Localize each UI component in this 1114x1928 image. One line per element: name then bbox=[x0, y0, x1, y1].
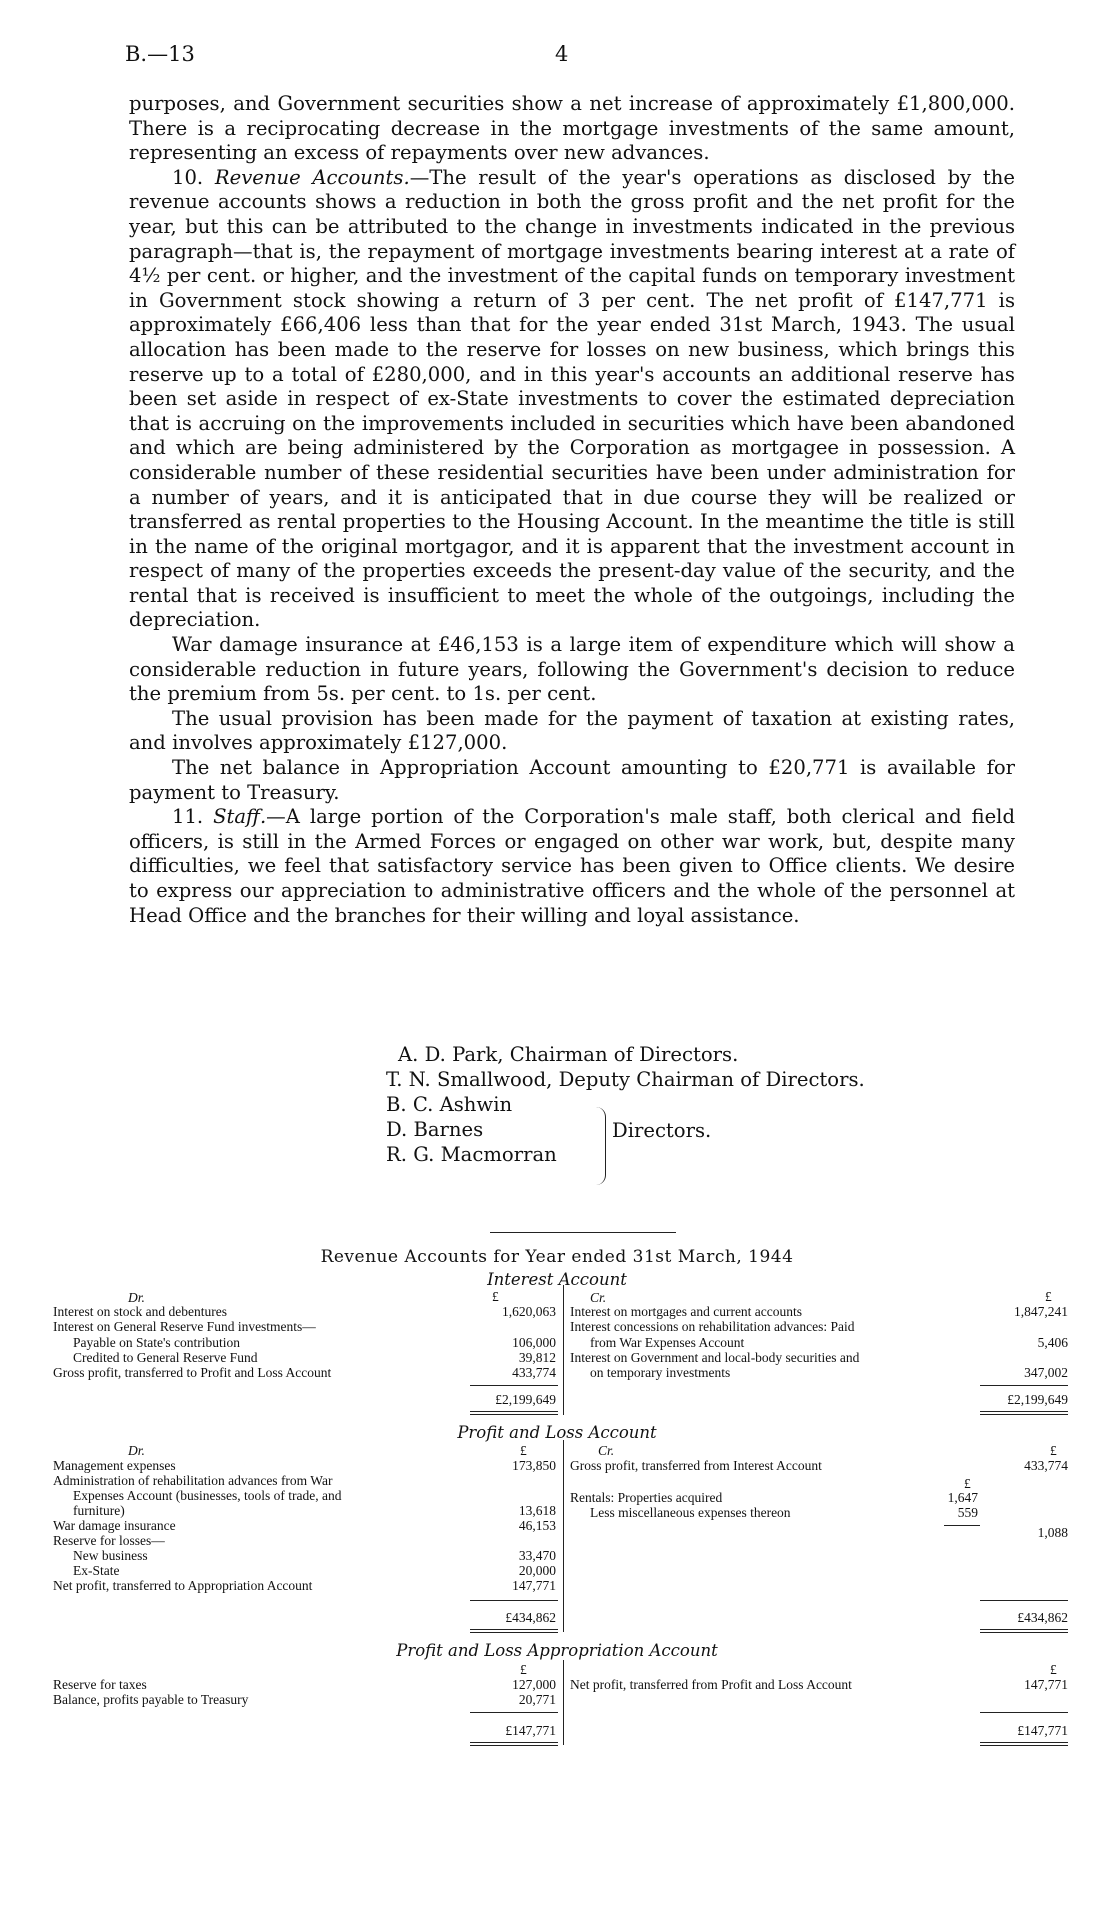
interest-right-label-1: Interest concessions on rehabilitation advances: Paid bbox=[570, 1319, 855, 1334]
page-number: 4 bbox=[555, 42, 569, 66]
section-heading-staff: Staff. bbox=[213, 805, 267, 829]
interest-right-label-3: Interest on Government and local-body securities and bbox=[570, 1350, 860, 1365]
pl-left-value-0: 173,850 bbox=[512, 1458, 556, 1473]
pl-cr-label: Cr. bbox=[598, 1443, 615, 1458]
pl-left-value-7: 20,000 bbox=[518, 1563, 556, 1578]
paragraph-taxation: The usual provision has been made for the payment of taxation at existing rates, and involves approximately £127,000. bbox=[129, 706, 1015, 755]
pl-account-title: Profit and Loss Account bbox=[457, 1423, 657, 1442]
directors-brace bbox=[595, 1107, 606, 1185]
interest-left-value-2: 106,000 bbox=[512, 1335, 556, 1350]
signature-deputy-chairman: T. N. Smallwood, Deputy Chairman of Directors. bbox=[386, 1068, 865, 1091]
pl-right-label-1: Rentals: Properties acquired bbox=[570, 1490, 723, 1505]
pl-dr-label: Dr. bbox=[128, 1443, 145, 1458]
interest-right-label-0: Interest on mortgages and current accounts bbox=[570, 1304, 803, 1319]
interest-left-label-2: Payable on State's contribution bbox=[73, 1335, 241, 1350]
signature-director-1: B. C. Ashwin bbox=[386, 1093, 513, 1116]
pl-right-label-0: Gross profit, transferred from Interest Account bbox=[570, 1458, 822, 1473]
signature-director-3: R. G. Macmorran bbox=[386, 1143, 557, 1166]
interest-left-value-3: 39,812 bbox=[518, 1350, 556, 1365]
pl-left-label-6: New business bbox=[73, 1548, 148, 1563]
pl-right-sub-pound: £ bbox=[964, 1476, 971, 1491]
pl-right-value-2: 1,088 bbox=[1037, 1525, 1068, 1540]
section-divider bbox=[490, 1232, 676, 1233]
appr-left-label-0: Reserve for taxes bbox=[53, 1677, 147, 1692]
pl-left-label-0: Management expenses bbox=[53, 1458, 176, 1473]
pl-left-label-7: Ex-State bbox=[73, 1563, 120, 1578]
interest-left-total: £2,199,649 bbox=[495, 1392, 556, 1407]
pl-left-label-5: Reserve for losses— bbox=[53, 1533, 165, 1548]
appr-right-total: £147,771 bbox=[1017, 1723, 1068, 1738]
pl-left-total: £434,862 bbox=[505, 1610, 556, 1625]
interest-left-label-0: Interest on stock and debentures bbox=[53, 1304, 227, 1319]
appr-right-pound: £ bbox=[1050, 1662, 1057, 1677]
directors-label: Directors. bbox=[612, 1119, 712, 1142]
paragraph-11: 11. Staff.—A large portion of the Corporation's male staff, both clerical and field officers, is still in the Armed Forces or engaged on other war work, but, despite many difficulties, we feel that satisfactory service has been given to Office clients. We desire to express our appreciation to administrative officers and the whole of the personnel at Head Office and the branches for their willing and loyal assistance. bbox=[129, 805, 1015, 927]
interest-right-label-4: on temporary investments bbox=[590, 1365, 731, 1380]
pl-left-label-1: Administration of rehabilitation advances from War bbox=[53, 1473, 333, 1488]
pl-left-pound: £ bbox=[520, 1443, 527, 1458]
paragraph-war-damage: War damage insurance at £46,153 is a large item of expenditure which will show a considerable reduction in future years, following the Government's decision to reduce the premium from 5s. per cent. to 1s. per cent. bbox=[129, 633, 1015, 706]
interest-left-value-4: 433,774 bbox=[512, 1365, 556, 1380]
pl-left-label-4: War damage insurance bbox=[53, 1518, 176, 1533]
paragraph-10: 10. Revenue Accounts.—The result of the year's operations as disclosed by the revenue accounts shows a reduction in both the gross profit and the net profit for the year, but this can be attributed to the change in investments indicated in the previous paragraph—that is, the repayment of mortgage investments bearing interest at a rate of 4½ per cent. or higher, and the investment of the capital funds on temporary investment in Government stock showing a return of 3 per cent. The net profit of £147,771 is approximately £66,406 less than that for the year ended 31st March, 1943. The usual allocation has been made to the reserve for losses on new business, which brings this reserve up to a total of £280,000, and in this year's accounts an additional reserve has been set aside in respect of ex-State investments to cover the estimated depreciation that is accruing on the improvements included in securities which have been abandoned and which are being administered by the Corporation as mortgagee in possession. A considerable number of these residential securities have been under administration for a number of years, and it is anticipated that in due course they will be realized or transferred as rental properties to the Housing Account. In the meantime the title is still in the name of the original mortgagor, and it is apparent that the investment account in respect of many of the properties exceeds the present-day value of the security, and the rental that is received is insufficient to meet the whole of the outgoings, including the depreciation. bbox=[129, 165, 1015, 632]
report-body bbox=[129, 92, 1015, 928]
appr-left-label-1: Balance, profits payable to Treasury bbox=[53, 1692, 249, 1707]
interest-divider bbox=[563, 1285, 564, 1415]
paragraph-net-balance: The net balance in Appropriation Account amounting to £20,771 is available for payment to Treasury. bbox=[129, 756, 1015, 804]
pl-divider bbox=[563, 1440, 564, 1632]
interest-cr-label: Cr. bbox=[590, 1290, 607, 1305]
pl-right-value-0: 433,774 bbox=[1024, 1458, 1068, 1473]
interest-left-label-3: Credited to General Reserve Fund bbox=[73, 1350, 258, 1365]
appropriation-divider bbox=[563, 1660, 564, 1745]
signature-director-2: D. Barnes bbox=[386, 1118, 484, 1141]
appr-right-value-0: 147,771 bbox=[1024, 1677, 1068, 1692]
interest-right-value-2: 5,406 bbox=[1037, 1335, 1068, 1350]
interest-right-total: £2,199,649 bbox=[1007, 1392, 1068, 1407]
paragraph-1: purposes, and Government securities show a net increase of approximately £1,800,000. There is a reciprocating decrease in the mortgage investments of the same amount, representing an excess of repayments over new advances. bbox=[129, 92, 1015, 165]
interest-left-label-4: Gross profit, transferred to Profit and Loss Account bbox=[53, 1365, 332, 1380]
appropriation-account-title: Profit and Loss Appropriation Account bbox=[396, 1641, 718, 1660]
pl-right-label-2: Less miscellaneous expenses thereon bbox=[590, 1505, 791, 1520]
interest-right-label-2: from War Expenses Account bbox=[590, 1335, 745, 1350]
appr-left-value-0: 127,000 bbox=[512, 1677, 556, 1692]
pl-left-value-8: 147,771 bbox=[512, 1578, 556, 1593]
pl-right-total: £434,862 bbox=[1017, 1610, 1068, 1625]
pl-left-label-8: Net profit, transferred to Appropriation Account bbox=[53, 1578, 313, 1593]
pl-right-sub-2: 559 bbox=[957, 1505, 978, 1520]
document-reference: B.—13 bbox=[125, 42, 195, 66]
interest-left-label-1: Interest on General Reserve Fund investments— bbox=[53, 1319, 316, 1334]
interest-right-value-4: 347,002 bbox=[1024, 1365, 1068, 1380]
interest-dr-label: Dr. bbox=[128, 1290, 145, 1305]
section-heading-revenue: Revenue Accounts. bbox=[214, 165, 410, 189]
interest-right-pound: £ bbox=[1045, 1289, 1052, 1304]
pl-left-value-4: 46,153 bbox=[518, 1518, 556, 1533]
pl-left-label-2: Expenses Account (businesses, tools of trade, and bbox=[73, 1488, 342, 1503]
appr-left-pound: £ bbox=[520, 1662, 527, 1677]
interest-left-value-0: 1,620,063 bbox=[502, 1304, 556, 1319]
interest-account-title: Interest Account bbox=[487, 1270, 627, 1289]
pl-right-sub-1: 1,647 bbox=[947, 1490, 978, 1505]
signature-chairman: A. D. Park, Chairman of Directors. bbox=[398, 1043, 739, 1066]
appr-right-label-0: Net profit, transferred from Profit and Loss Account bbox=[570, 1677, 852, 1692]
pl-left-label-3: furniture) bbox=[73, 1503, 125, 1518]
accounts-title: Revenue Accounts for Year ended 31st March, 1944 bbox=[320, 1247, 794, 1267]
interest-left-pound: £ bbox=[492, 1289, 499, 1304]
pl-left-value-6: 33,470 bbox=[518, 1548, 556, 1563]
pl-right-pound: £ bbox=[1050, 1443, 1057, 1458]
pl-left-value-3: 13,618 bbox=[518, 1503, 556, 1518]
appr-left-total: £147,771 bbox=[505, 1723, 556, 1738]
interest-right-value-0: 1,847,241 bbox=[1014, 1304, 1068, 1319]
appr-left-value-1: 20,771 bbox=[518, 1692, 556, 1707]
